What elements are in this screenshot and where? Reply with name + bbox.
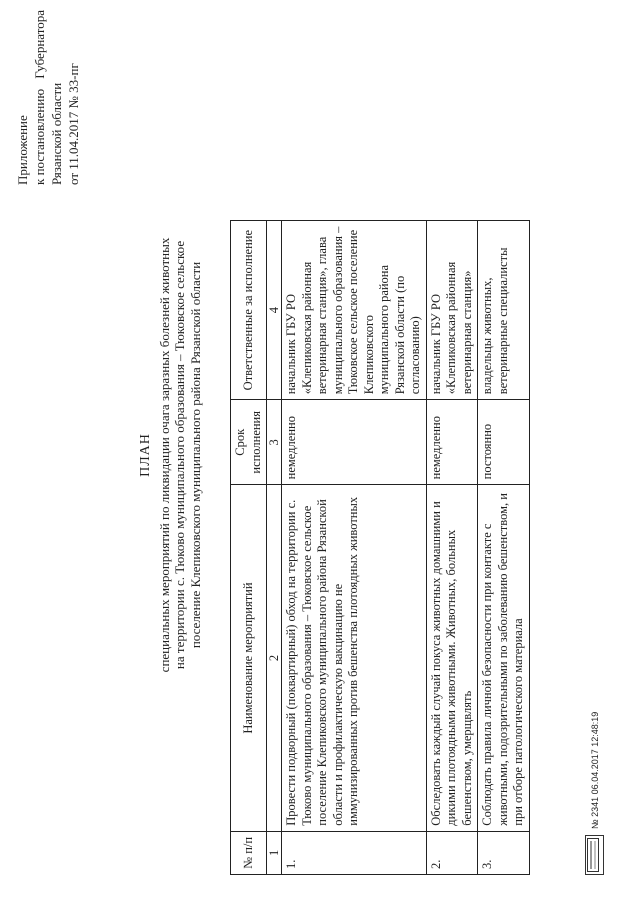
row-responsible: владельцы животных, ветеринарные специалисты xyxy=(478,221,530,400)
table-row xyxy=(478,221,530,875)
row-measure: Соблюдать правила личной безопасности при контакте с животными, подозрительными по заболеванию бешенством, и при отборе патологического материала xyxy=(478,485,530,831)
row-term: немедленно xyxy=(426,400,478,485)
table-row xyxy=(282,221,427,875)
plan-title: ПЛАН xyxy=(138,433,153,477)
stamp-logo-icon xyxy=(587,838,599,872)
plan-subtitle-line: поселение Клепиковского муниципального района Рязанской области xyxy=(187,261,203,649)
row-responsible: начальник ГБУ РО «Клепиковская районная ветеринарная станция» xyxy=(426,221,478,400)
appendix-title: Приложение xyxy=(15,115,30,185)
appendix-date-number: от 11.04.2017 № 33-пг xyxy=(66,63,81,185)
column-header-responsible: Ответственные за исполнение xyxy=(231,221,267,400)
table-row xyxy=(426,221,478,875)
row-number: 1. xyxy=(282,831,427,874)
stamp-text: № 2341 06.04.2017 12:48:19 xyxy=(589,711,600,829)
table-header-row xyxy=(231,221,267,875)
appendix-decree-right: Губернатора xyxy=(32,10,47,79)
plan-subtitle-line: специальных мероприятий по ликвидации очага заразных болезней животных xyxy=(156,237,172,673)
row-number: 2. xyxy=(426,831,478,874)
row-term: немедленно xyxy=(282,400,427,485)
registration-stamp xyxy=(585,712,604,875)
column-number: 3 xyxy=(267,400,282,485)
appendix-block xyxy=(14,10,82,185)
appendix-decree-line xyxy=(31,10,48,185)
measures-table xyxy=(230,220,530,875)
appendix-decree-left: к постановлению xyxy=(32,88,47,185)
plan-title-block xyxy=(138,155,203,755)
plan-subtitle-line: на территории с. Тюково муниципального образования – Тюковское сельское xyxy=(172,240,187,670)
column-number: 4 xyxy=(267,221,282,400)
row-measure: Обследовать каждый случай покуса животных домашними и дикими плотоядными животными. Животных, больных бешенством, умерщвлять xyxy=(426,485,478,831)
stamp-logo xyxy=(585,835,604,875)
row-measure: Провести подворный (поквартирный) обход на территории с. Тюково муниципального образования – Тюковское сельское поселение Клепиковского муниципального района Рязанской области и профилактическую вакцинацию не иммунизированных против бешенства плотоядных животных xyxy=(282,485,427,831)
row-number: 3. xyxy=(478,831,530,874)
row-term: постоянно xyxy=(478,400,530,485)
column-header-name: Наименование мероприятий xyxy=(231,485,267,831)
column-header-term: Срок исполнения xyxy=(231,400,267,485)
column-number-row xyxy=(267,221,282,875)
column-number: 1 xyxy=(267,831,282,874)
row-responsible: начальник ГБУ РО «Клепиковская районная ветеринарная станция», глава муниципального образования – Тюковское сельское поселение Клепиковского муниципального района Рязанской области (по согласованию) xyxy=(282,221,427,400)
column-number: 2 xyxy=(267,485,282,831)
appendix-region: Рязанской области xyxy=(49,82,64,185)
column-header-number: № п/п xyxy=(231,831,267,874)
